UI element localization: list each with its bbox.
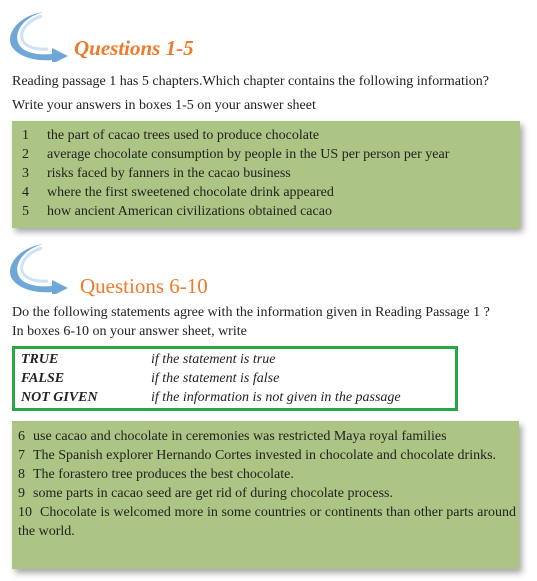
section2-instruction-2: In boxes 6-10 on your answer sheet, write [12,324,247,339]
question-text: The forastero tree produces the best chocolate. [33,467,294,482]
list-item [22,183,449,202]
list-item [22,145,449,164]
question-text: Chocolate is welcomed more in some countries or continents than other parts around the world. [18,505,516,539]
section2-title: Questions 6-10 [80,274,208,298]
legend-definition: if the information is not given in the passage [151,390,401,405]
questions-6-10-list [18,427,516,541]
list-item [18,484,516,503]
question-text: the part of cacao trees used to produce chocolate [47,128,320,143]
section2-instruction-1: Do the following statements agree with the information given in Reading Passage 1 ? [12,305,490,320]
section1-title: Questions 1-5 [74,36,194,60]
question-text: The Spanish explorer Hernando Cortes invested in chocolate and chocolate drinks. [33,448,497,463]
list-item [18,427,516,446]
list-item [18,446,516,465]
list-item [22,164,449,183]
question-text: risks faced by fanners in the cacao business [47,166,291,181]
question-number: 4 [22,185,29,200]
list-item [22,202,449,221]
question-number: 6 [18,429,25,444]
question-number: 3 [22,166,29,181]
legend-term: NOT GIVEN [21,390,98,405]
question-number: 2 [22,147,29,162]
question-number: 10 [18,505,32,520]
question-number: 1 [22,128,29,143]
legend-term: TRUE [21,352,59,367]
question-text: use cacao and chocolate in ceremonies was restricted Maya royal families [33,429,447,444]
question-number: 8 [18,467,25,482]
questions-1-5-panel [12,121,520,228]
question-number: 7 [18,448,25,463]
legend-term: FALSE [21,371,65,386]
swoosh-arrow-icon [8,238,78,294]
legend-definition: if the statement is false [151,371,280,386]
legend-definition: if the statement is true [151,352,276,367]
questions-1-5-list [22,126,449,221]
answer-legend-box [12,346,458,411]
section1-instruction-1: Reading passage 1 has 5 chapters.Which chapter contains the following information? [12,74,490,89]
questions-6-10-panel [12,421,519,569]
section1-instruction-2: Write your answers in boxes 1-5 on your answer sheet [12,98,316,113]
swoosh-arrow-icon [8,6,78,62]
question-text: how ancient American civilizations obtained cacao [47,204,332,219]
question-text: some parts in cacao seed are get rid of during chocolate process. [33,486,393,501]
question-number: 5 [22,204,29,219]
question-text: average chocolate consumption by people in the US per person per year [47,147,450,162]
list-item [22,126,449,145]
list-item [18,503,516,541]
question-number: 9 [18,486,25,501]
section1-heading [8,6,308,62]
question-text: where the first sweetened chocolate drink appeared [47,185,334,200]
section2-heading [8,238,308,298]
list-item [18,465,516,484]
